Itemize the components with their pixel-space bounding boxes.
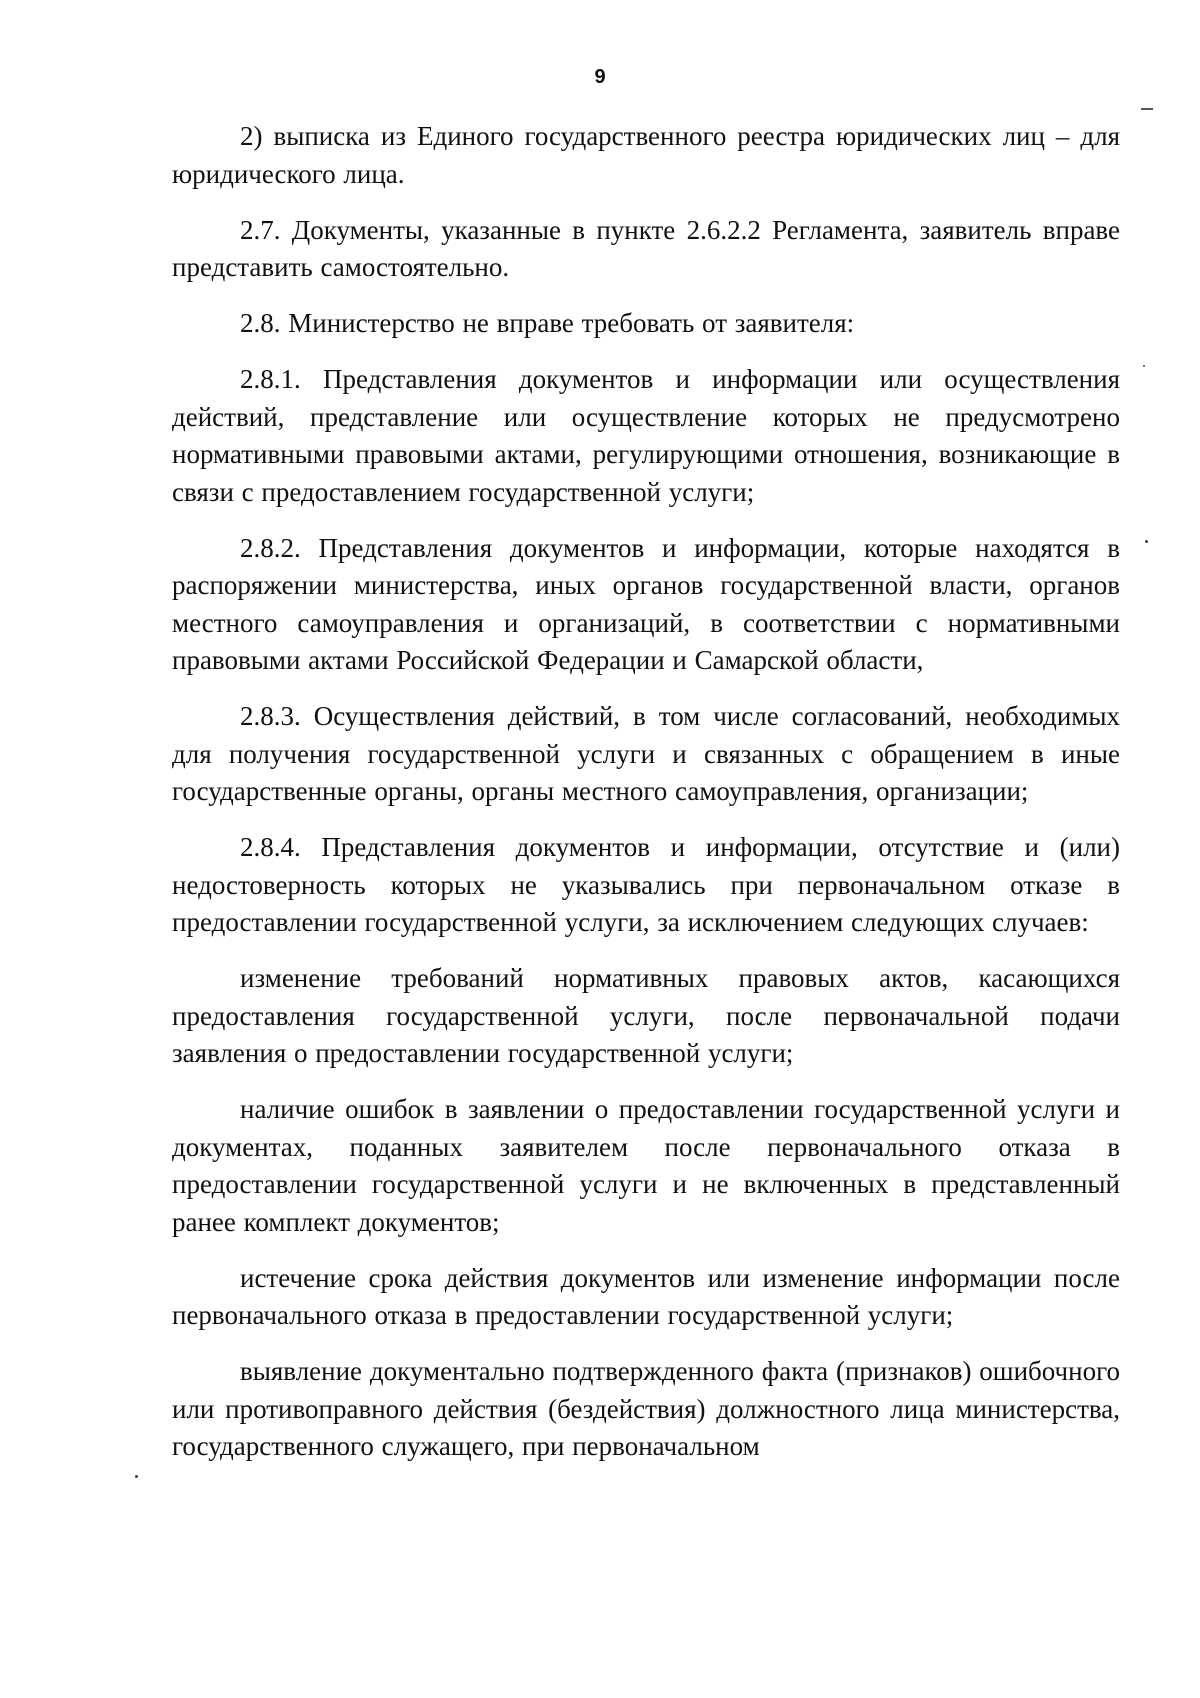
- paragraph: 2) выписка из Единого государственного реестра юридических лиц – для юридического лица.: [172, 121, 1120, 189]
- scan-speck: [1145, 540, 1148, 543]
- scan-mark: [1141, 108, 1153, 110]
- paragraph: выявление документально подтвержденного факта (признаков) ошибочного или противоправного действия (бездействия) должностного лица министерства, государственного служащего, при первоначальном: [172, 1356, 1120, 1461]
- paragraph: 2.8. Министерство не вправе требовать от заявителя:: [240, 308, 855, 338]
- paragraph: истечение срока действия документов или изменение информации после первоначального отказа в предоставлении государственной услуги;: [172, 1262, 1120, 1330]
- paragraph: 2.8.4. Представления документов и информации, отсутствие и (или) недостоверность которых не указывались при первоначальном отказе в предоставлении государственной услуги, за исключением следующих случаев:: [172, 832, 1120, 937]
- paragraph: 2.8.3. Осуществления действий, в том числе согласований, необходимых для получения государственной услуги и связанных с обращением в иные государственные органы, органы местного самоуправления, организации;: [172, 701, 1120, 806]
- paragraph: 2.8.1. Представления документов и информации или осуществления действий, представление или осуществление которых не предусмотрено нормативными правовыми актами, регулирующими отношения, возникающие в связи с предоставлением государственной услуги;: [172, 364, 1120, 507]
- paragraph: 2.8.2. Представления документов и информации, которые находятся в распоряжении министерства, иных органов государственной власти, органов местного самоуправления и организаций, в соответствии с нормативными правовыми актами Российской Федерации и Самарской области,: [172, 532, 1120, 675]
- paragraph: 2.7. Документы, указанные в пункте 2.6.2.2 Регламента, заявитель вправе представить самостоятельно.: [172, 214, 1120, 282]
- paragraph: наличие ошибок в заявлении о предоставлении государственной услуги и документах, поданных заявителем после первоначального отказа в предоставлении государственной услуги и не включенных в представленный ранее комплект документов;: [172, 1094, 1120, 1237]
- document-body: [172, 118, 1120, 1466]
- scan-speck: [135, 1475, 138, 1478]
- scan-speck: [1143, 365, 1145, 367]
- page-number: 9: [594, 66, 606, 88]
- paragraph: изменение требований нормативных правовых актов, касающихся предоставления государственной услуги, после первоначальной подачи заявления о предоставлении государственной услуги;: [172, 963, 1120, 1068]
